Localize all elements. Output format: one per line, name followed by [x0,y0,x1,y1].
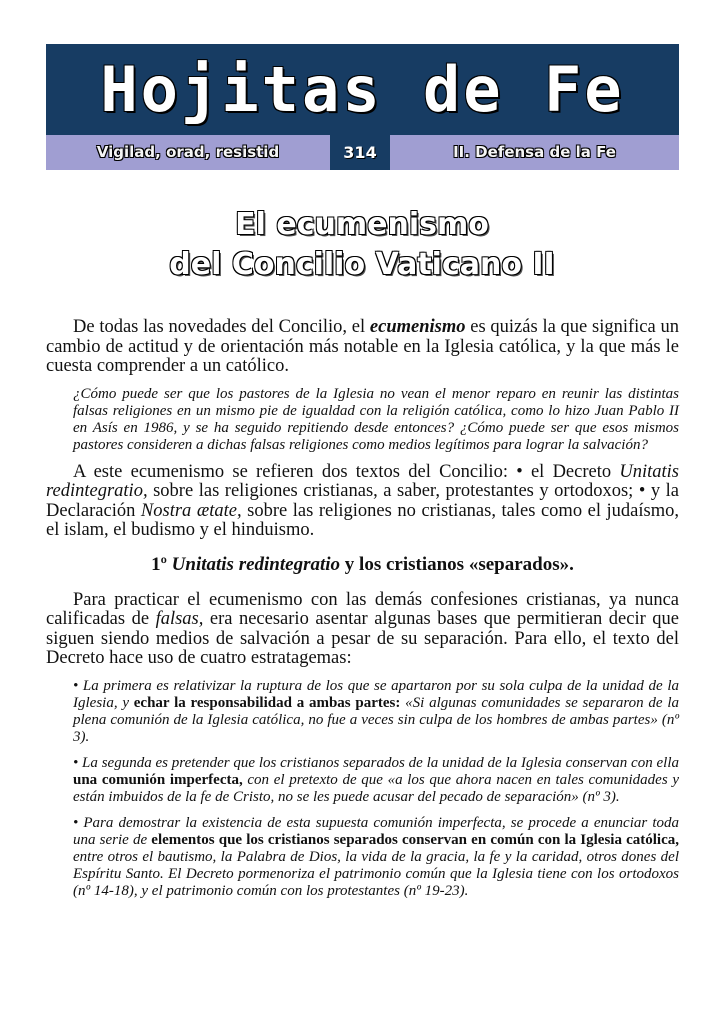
section-heading [46,553,679,577]
issue-number: 314 [330,135,390,170]
emphasis: una comunión imperfecta, [73,771,243,788]
text-run: • La primera es relativizar la ruptura de los que se apartaron por su sola culpa de la unidad de la Iglesia, y [73,677,679,711]
masthead-banner [46,44,679,170]
bullet-2 [46,755,679,806]
doc-unitatis: Unitatis redintegratio, [46,461,679,501]
article-subtitle: del Concilio Vaticano II [169,247,555,282]
heading-number: 1º [151,553,172,575]
text-run: De todas las novedades del Concilio, el [73,317,370,337]
article-body [46,318,679,909]
bullet-1 [46,678,679,746]
masthead-subbar [46,135,679,170]
masthead-top [46,44,679,135]
bullet-3 [46,815,679,900]
text-run: es quizás la que significa un cambio de actitud y de orientación más notable en la Iglesia católica, y la que más le cuesta comprender a un católico. [46,317,679,376]
text-run: Para practicar el ecumenismo con las demás confesiones cristianas, ya nunca calificadas de [46,589,679,629]
emphasis: elementos que los cristianos separados conservan en común con la Iglesia católica, [151,831,679,848]
doc-nostra-aetate: Nostra ætate, [140,500,242,521]
text-run: «Si algunas comunidades se separaron de la plena comunión de la Iglesia católica, no fue a veces sin culpa de los hombres de ambas partes» (nº 3). [73,694,679,745]
text-run: entre otros el bautismo, la Palabra de Dios, la vida de la gracia, la fe y la caridad, otros dones del Espíritu Santo. El Decreto pormenoriza el patrimonio común que la Iglesia tiene con los ortodoxos (nº 14-18), y el patrimonio común con los protestantes (nº 19-23). [73,848,679,899]
term-ecumenismo: ecumenismo [369,317,466,337]
article-title: El ecumenismo [235,207,489,242]
section-label: II. Defensa de la Fe [453,143,616,161]
text-run: era necesario asentar algunas bases que permitieran decir que siguen siendo medios de salvación a pesar de su separación. Para ello, el texto del Decreto hace uso de cuatro estratagemas: [46,609,679,668]
question-paragraph: ¿Cómo puede ser que los pastores de la Iglesia no vean el menor reparo en reunir las distintas falsas religiones en un mismo pie de igualdad con la religión católica, como lo hizo Juan Pablo II en Asís en 1986, y se ha seguido repitiendo desde entonces? ¿Cómo puede ser que esos mismos pastores consideren a dichas falsas religiones como medios legítimos para lograr la salvación? [73,385,679,453]
term-falsas: falsas, [155,609,204,629]
text-run: sobre las religiones no cristianas, tales como el judaísmo, el islam, el budismo y el hinduismo. [46,500,679,540]
emphasis: echar la responsabilidad a ambas partes: [133,694,401,711]
text-run: con el pretexto de que «a los que ahora nacen en tales comunidades y están imbuidos de la fe de Cristo, no se les puede acusar del pecado de separación» (nº 3). [73,771,679,805]
motto: Vigilad, orad, resistid [96,143,280,161]
masthead-title: Hojitas de Fe [100,53,625,126]
documents-paragraph [46,463,679,541]
text-run: A este ecumenismo se refieren dos textos del Concilio: • el Decreto [73,461,620,482]
text-run: • Para demostrar la existencia de esta supuesta comunión imperfecta, se procede a enunciar toda una serie de [73,814,679,848]
heading-rest: y los cristianos «separados». [340,553,574,575]
text-run: • La segunda es pretender que los cristianos separados de la unidad de la Iglesia conservan con ella [73,754,679,771]
heading-doc: Unitatis redintegratio [171,553,341,575]
section-paragraph [46,591,679,669]
intro-paragraph [46,318,679,377]
text-run: sobre las religiones cristianas, a saber, protestantes y ortodoxos; • y la Declaración [46,481,679,521]
